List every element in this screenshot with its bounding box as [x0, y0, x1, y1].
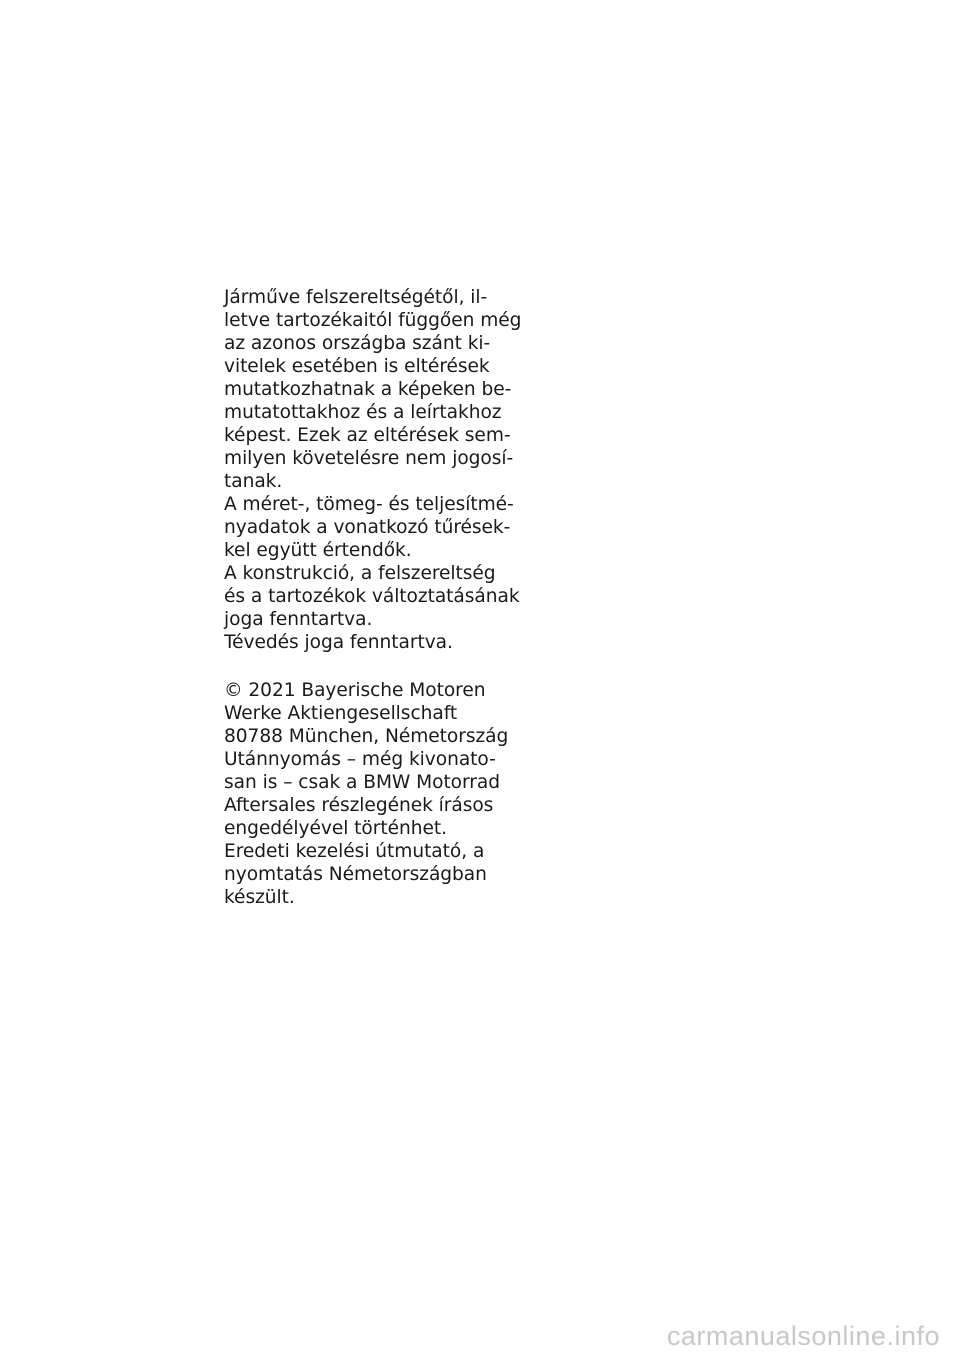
- copyright-line: nyomtatás Németországban: [224, 864, 487, 885]
- disclaimer-line: letve tartozékaitól függően még: [224, 310, 522, 331]
- disclaimer-line: A konstrukció, a felszereltség: [224, 563, 496, 584]
- disclaimer-line: nyadatok a vonatkozó tűrések-: [224, 517, 511, 538]
- disclaimer-line: A méret-, tömeg- és teljesítmé-: [224, 494, 514, 515]
- disclaimer-line: milyen követelésre nem jogosí-: [224, 448, 514, 469]
- imprint-text-block: [224, 286, 522, 909]
- copyright-line: készült.: [224, 887, 295, 908]
- disclaimer-line: vitelek esetében is eltérések: [224, 356, 490, 377]
- copyright-line: Aftersales részlegének írásos: [224, 795, 494, 816]
- copyright-line: Utánnyomás – még kivonato-: [224, 749, 496, 770]
- copyright-line: san is – csak a BMW Motorrad: [224, 772, 500, 793]
- disclaimer-line: képest. Ezek az eltérések sem-: [224, 425, 511, 446]
- disclaimer-line: kel együtt értendők.: [224, 540, 412, 561]
- copyright-line: 80788 München, Németország: [224, 726, 509, 747]
- disclaimer-line: és a tartozékok változtatásának: [224, 586, 520, 607]
- disclaimer-line: tanak.: [224, 471, 283, 492]
- disclaimer-paragraph: [224, 286, 522, 654]
- copyright-line: engedélyével történhet.: [224, 818, 447, 839]
- disclaimer-line: joga fenntartva.: [224, 609, 373, 630]
- paragraph-spacer: [224, 654, 514, 679]
- copyright-paragraph: [224, 679, 514, 909]
- disclaimer-line: mutatottakhoz és a leírtakhoz: [224, 402, 502, 423]
- site-watermark: carmanualsonline.info: [666, 1321, 940, 1351]
- disclaimer-line: az azonos országba szánt ki-: [224, 333, 491, 354]
- copyright-line: Werke Aktiengesellschaft: [224, 703, 458, 724]
- disclaimer-line: mutatkozhatnak a képeken be-: [224, 379, 512, 400]
- disclaimer-line: Járműve felszereltségétől, il-: [224, 287, 488, 308]
- copyright-line: Eredeti kezelési útmutató, a: [224, 841, 485, 862]
- disclaimer-line: Tévedés joga fenntartva.: [224, 632, 453, 653]
- copyright-line: © 2021 Bayerische Motoren: [224, 680, 486, 701]
